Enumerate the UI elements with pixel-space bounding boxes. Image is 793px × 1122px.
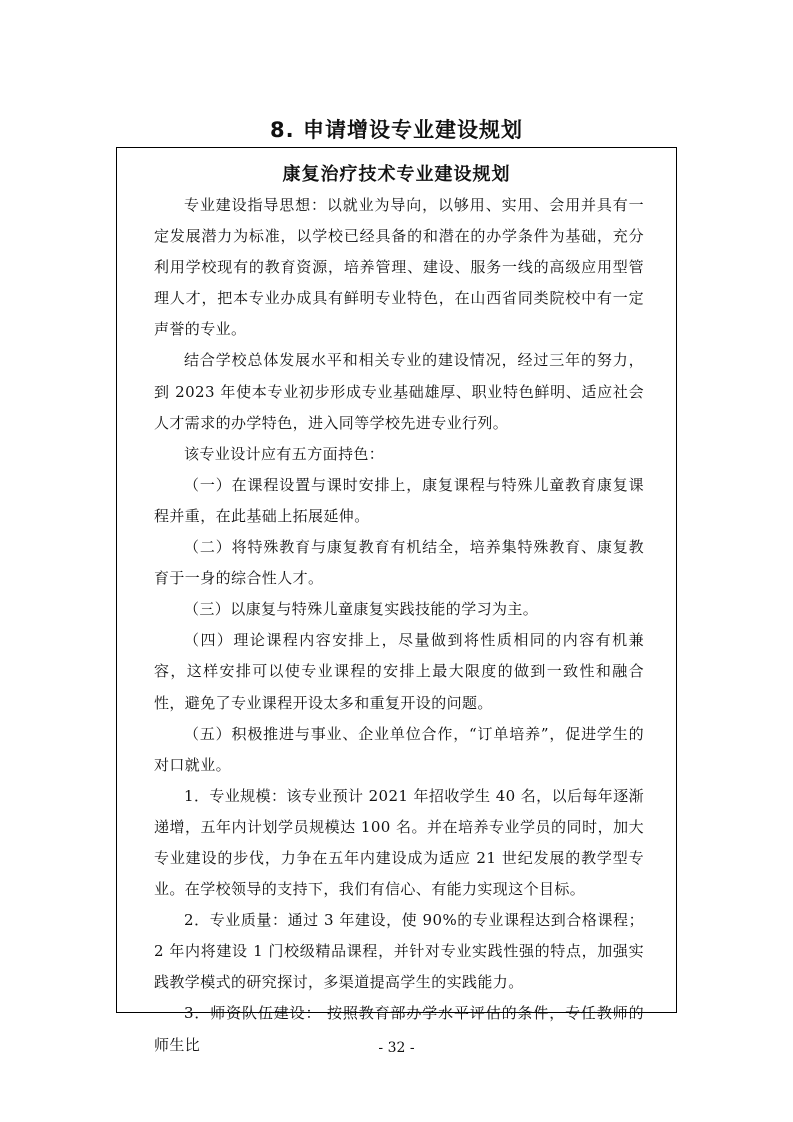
paragraph-quality: 2．专业质量：通过 3 年建设，使 90%的专业课程达到合格课程；2 年内将建设 1 门校级精品课程，并针对专业实践性强的特点，加强实践教学模式的研究探讨，多渠道提高学生的实践能力。 [154, 911, 644, 992]
paragraph-feature-2: （二）将特殊教育与康复教育有机结全，培养集特殊教育、康复教育于一身的综合性人才。 [154, 538, 644, 588]
paragraph-feature-1: （一）在课程设置与课时安排上，康复课程与特殊儿童教育康复课程并重，在此基础上拓展延伸。 [154, 475, 644, 525]
paragraph-guiding-idea: 专业建设指导思想：以就业为导向，以够用、实用、会用并具有一定发展潜力为标准，以学校已经具备的和潜在的办学条件为基础，充分利用学校现有的教育资源，培养管理、建设、服务一线的高级应用型管理人才，把本专业办成具有鲜明专业特色，在山西省同类院校中有一定声誉的专业。 [154, 196, 644, 339]
paragraph-feature-4: （四）理论课程内容安排上，尽量做到将性质相同的内容有机兼容，这样安排可以使专业课程的安排上最大限度的做到一致性和融合性，避免了专业课程开设太多和重复开设的问题。 [154, 631, 644, 712]
paragraph-goal: 结合学校总体发展水平和相关专业的建设情况，经过三年的努力，到 2023 年使本专业初步形成专业基础雄厚、职业特色鲜明、适应社会人才需求的办学特色，进入同等学校先进专业行列。 [154, 351, 644, 432]
paragraph-feature-5: （五）积极推进与事业、企业单位合作，“订单培养”，促进学生的对口就业。 [154, 724, 644, 774]
frame-title: 康复治疗技术专业建设规划 [282, 164, 511, 185]
plan-body [154, 190, 644, 1061]
page-title: 8. 申请增设专业建设规划 [270, 118, 523, 142]
paragraph-feature-3: （三）以康复与特殊儿童康复实践技能的学习为主。 [184, 600, 539, 619]
page-number: - 32 - [378, 1040, 415, 1056]
paragraph-scale: 1．专业规模：该专业预计 2021 年招收学生 40 名，以后每年逐渐递增，五年内计划学员规模达 100 名。并在培养专业学员的同时，加大专业建设的步伐，力争在五年内建设成为适应 21 世纪发展的教学型专业。在学校领导的支持下，我们有信心、有能力实现这个目标。 [154, 786, 644, 899]
paragraph-faculty: 3．师资队伍建设： 按照教育部办学水平评估的条件，专任教师的师生比 [154, 1004, 644, 1054]
paragraph-features-intro: 该专业设计应有五方面持色： [184, 444, 385, 463]
